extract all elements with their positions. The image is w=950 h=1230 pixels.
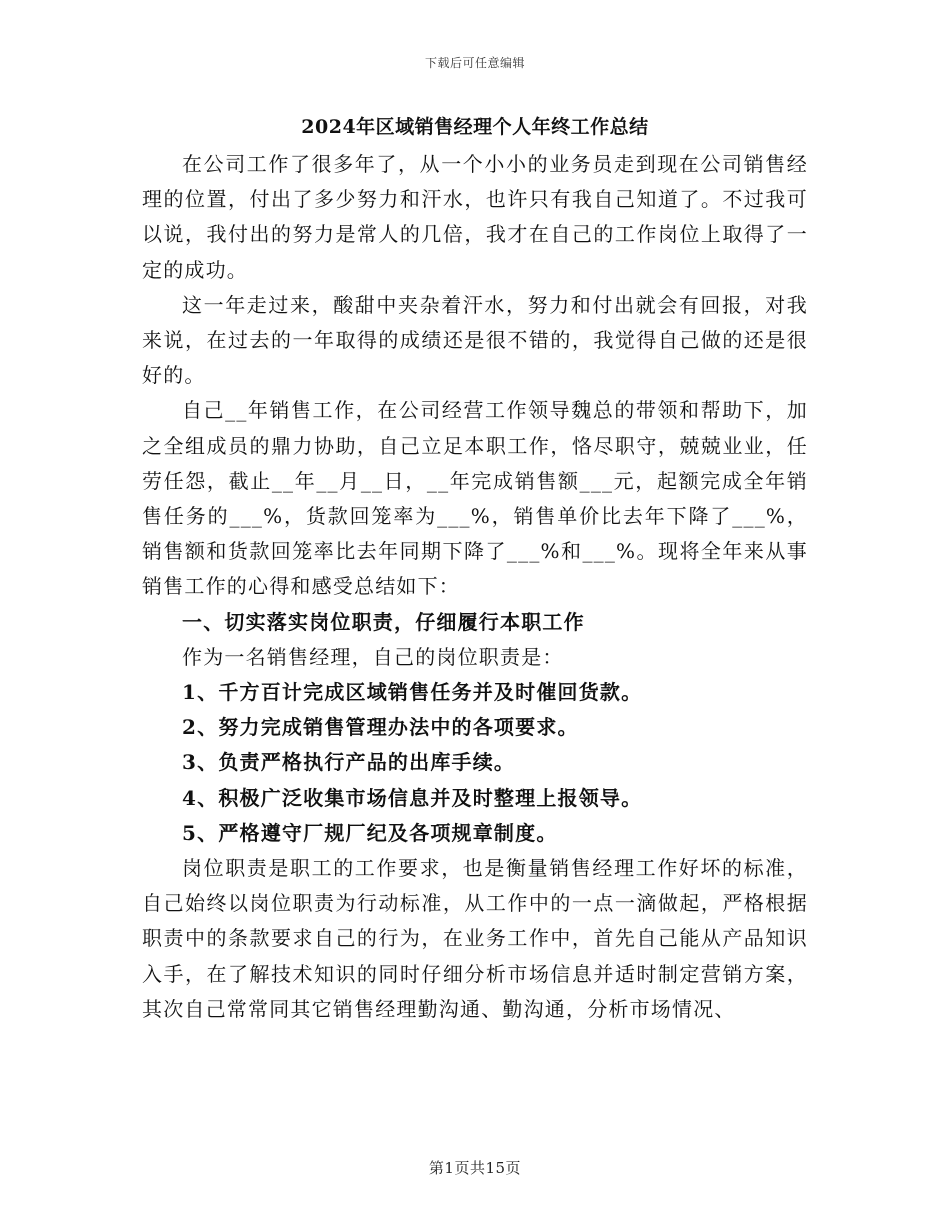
duty-item-4: 4、积极广泛收集市场信息并及时整理上报领导。 xyxy=(182,785,643,810)
body-paragraph-1: 在公司工作了很多年了，从一个小小的业务员走到现在公司销售经理的位置，付出了多少努力和汗水，也许只有我自己知道了。不过我可以说，我付出的努力是常人的几倍，我才在自己的工作岗位上取得了一定的成功。 xyxy=(142,152,808,282)
document-title: 2024年区域销售经理个人年终工作总结 xyxy=(301,116,649,138)
body-paragraph-2: 这一年走过来，酸甜中夹杂着汗水，努力和付出就会有回报，对我来说，在过去的一年取得的成绩还是很不错的，我觉得自己做的还是很好的。 xyxy=(142,292,808,388)
header-note: 下载后可任意编辑 xyxy=(424,56,525,70)
duty-item-3: 3、负责严格执行产品的出库手续。 xyxy=(182,750,516,775)
document-body xyxy=(142,147,808,1027)
closing-paragraph: 岗位职责是职工的工作要求，也是衡量销售经理工作好坏的标准，自己始终以岗位职责为行动标准，从工作中的一点一滴做起，严格根据职责中的条款要求自己的行为，在业务工作中，首先自己能从产品知识入手，在了解技术知识的同时仔细分析市场信息并适时制定营销方案，其次自己常常同其它销售经理勤沟通、勤沟通，分析市场情况、 xyxy=(142,856,808,1021)
duty-item-1: 1、千方百计完成区域销售任务并及时催回货款。 xyxy=(182,680,643,705)
body-paragraph-3: 自己__年销售工作，在公司经营工作领导魏总的带领和帮助下，加之全组成员的鼎力协助，自己立足本职工作，恪尽职守，兢兢业业，任劳任怨，截止__年__月__日，__年完成销售额___元，起额完成全年销售任务的___%，货款回笼率为___%，销售单价比去年下降了___%，销售额和货款回笼率比去年同期下降了___%和___%。现将全年来从事销售工作的心得和感受总结如下： xyxy=(142,398,808,599)
section-heading: 一、切实落实岗位职责，仔细履行本职工作 xyxy=(182,609,585,634)
duty-item-2: 2、努力完成销售管理办法中的各项要求。 xyxy=(182,715,579,740)
duty-item-5: 5、严格遵守厂规厂纪及各项规章制度。 xyxy=(182,820,558,845)
page-footer: 第1页共15页 xyxy=(428,1159,522,1177)
duty-intro: 作为一名销售经理，自己的岗位职责是： xyxy=(182,644,564,669)
